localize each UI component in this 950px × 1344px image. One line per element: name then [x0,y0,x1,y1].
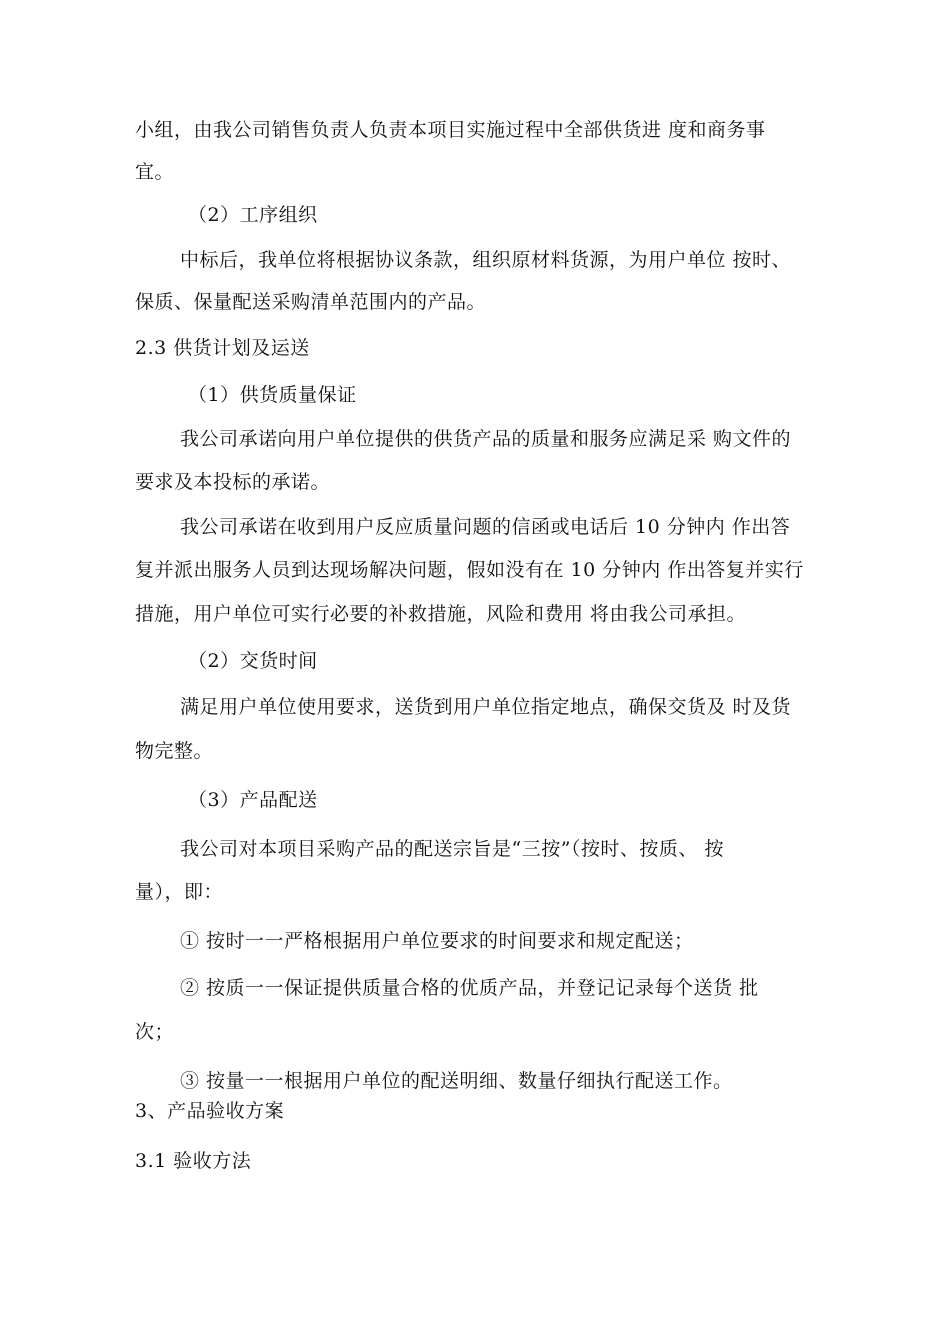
body-text-line: 物完整。 [135,740,214,762]
section-heading: 3、产品验收方案 [135,1100,285,1122]
section-heading: 2.3 供货计划及运送 [135,337,310,359]
body-text-line: 我公司承诺向用户单位提供的供货产品的质量和服务应满足采 购文件的 [180,428,792,450]
body-text-line: 我公司对本项目采购产品的配送宗旨是“三按”（按时、按质、 按 [180,838,724,860]
subsection-heading: （2）工序组织 [188,204,318,226]
list-item: ③ 按量一一根据用户单位的配送明细、数量仔细执行配送工作。 [180,1070,733,1092]
body-text-line: 满足用户单位使用要求，送货到用户单位指定地点，确保交货及 时及货 [180,696,792,718]
body-text-line: 措施，用户单位可实行必要的补救措施，风险和费用 将由我公司承担。 [135,603,747,625]
list-item: ① 按时一一严格根据用户单位要求的时间要求和规定配送； [180,930,694,952]
body-text-line: 中标后，我单位将根据协议条款，组织原材料货源，为用户单位 按时、 [180,249,792,271]
body-text-line: 次； [135,1021,175,1043]
body-text-line: 我公司承诺在收到用户反应质量问题的信函或电话后 10 分钟内 作出答 [180,516,791,538]
list-item: ② 按质一一保证提供质量合格的优质产品，并登记记录每个送货 批 [180,977,759,999]
section-heading: 3.1 验收方法 [135,1150,252,1172]
subsection-heading: （2）交货时间 [188,650,318,672]
body-text-line: 宜。 [135,161,175,183]
body-text-line: 小组，由我公司销售负责人负责本项目实施过程中全部供货进 度和商务事 [135,119,766,141]
body-text-line: 量），即： [135,881,224,903]
body-text-line: 保质、保量配送采购清单范围内的产品。 [135,291,487,313]
body-text-line: 复并派出服务人员到达现场解决问题，假如没有在 10 分钟内 作出答复并实行 [135,559,804,581]
body-text-line: 要求及本投标的承诺。 [135,471,331,493]
subsection-heading: （3）产品配送 [188,789,318,811]
subsection-heading: （1）供货质量保证 [188,384,357,406]
